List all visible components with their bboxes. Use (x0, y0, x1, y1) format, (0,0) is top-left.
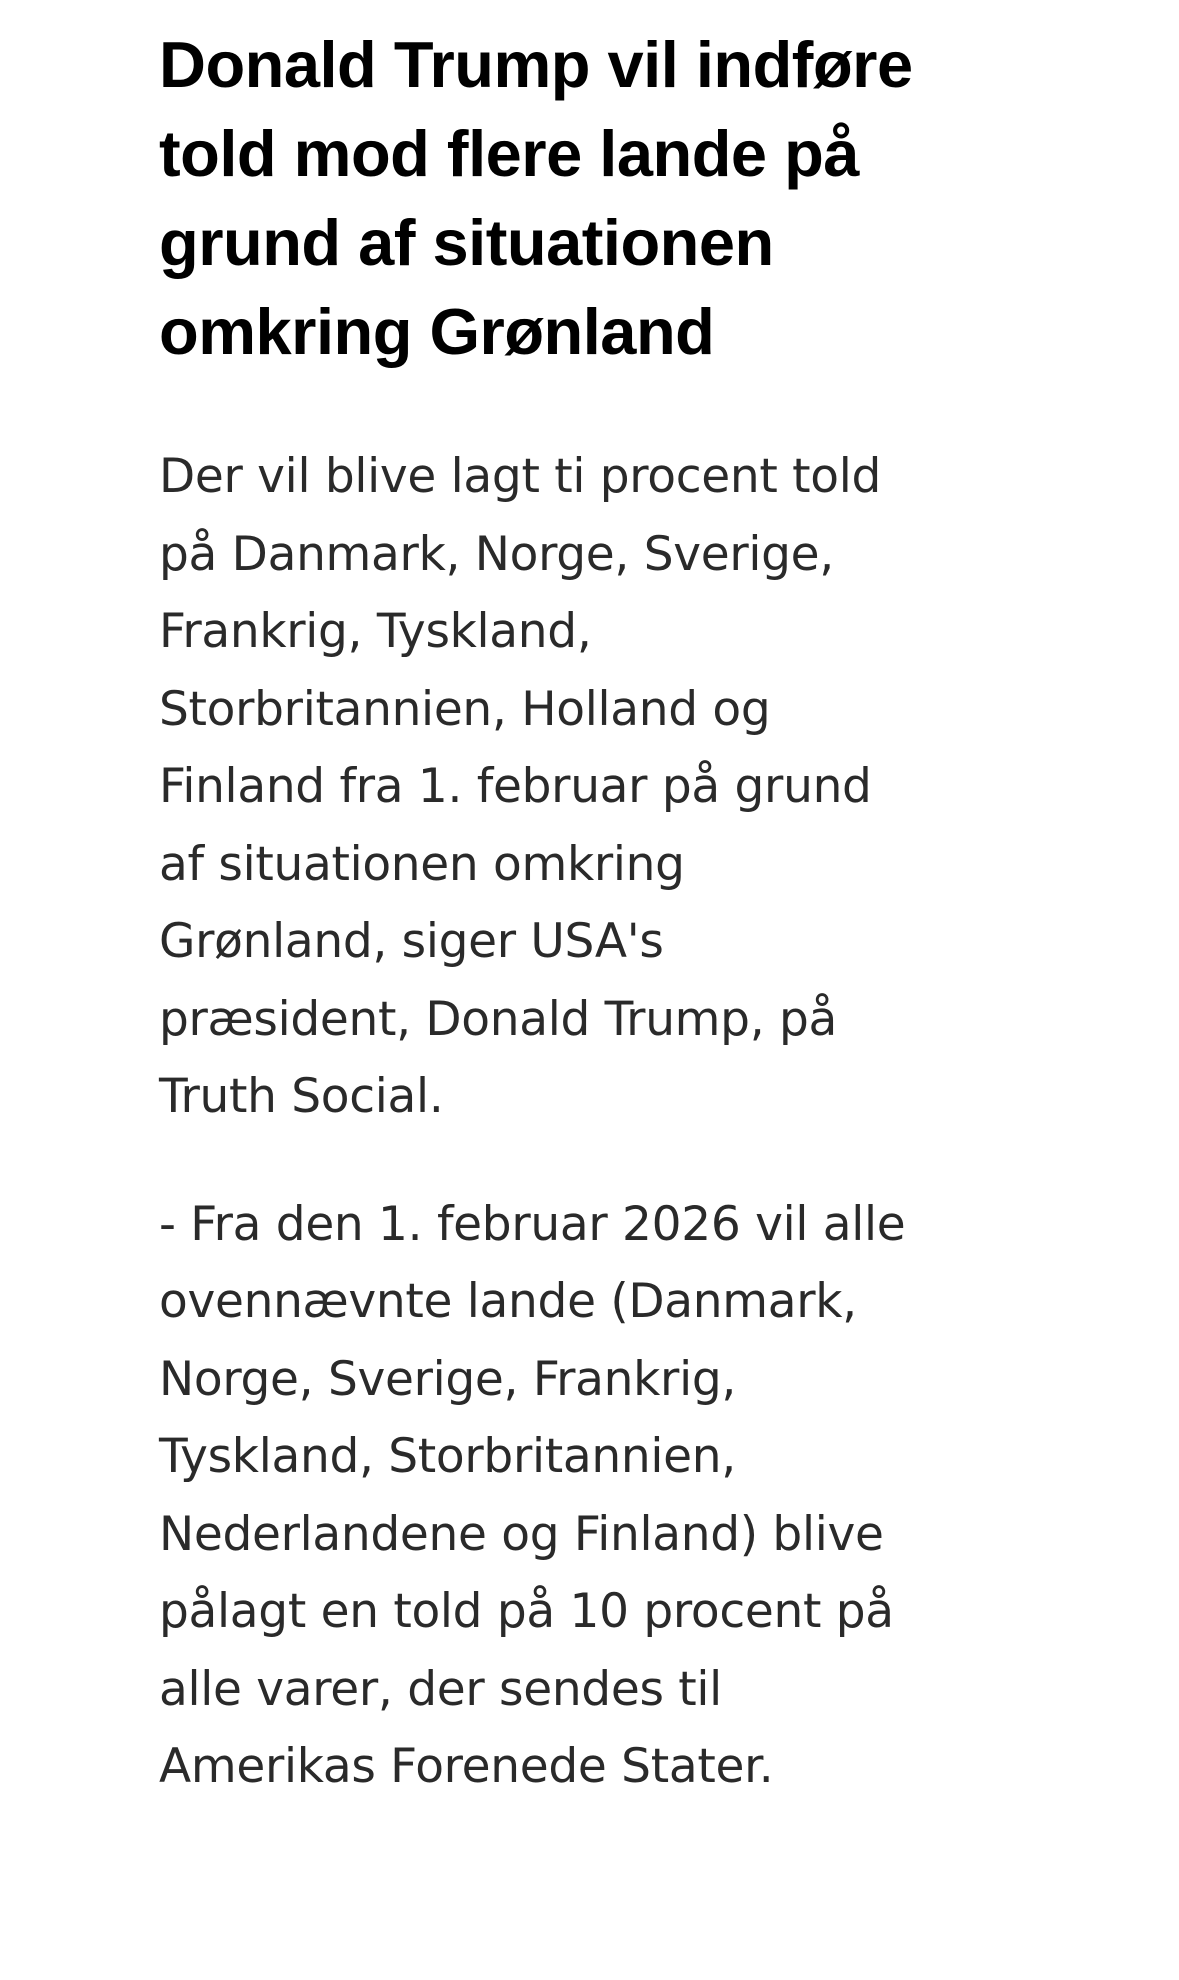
article-headline: Donald Trump vil indføre told mod flere lande på grund af situationen omkring Grønland (159, 28, 913, 368)
article-paragraph-1: Der vil blive lagt ti procent told på Danmark, Norge, Sverige, Frankrig, Tyskland, Storbritannien, Holland og Finland fra 1. februar på grund af situationen omkring Grønland, siger USA's præsident, Donald Trump, på Truth Social. (159, 449, 882, 1124)
article (159, 20, 919, 1806)
article-paragraph-2: - Fra den 1. februar 2026 vil alle ovennævnte lande (Danmark, Norge, Sverige, Frankrig, Tyskland, Storbritannien, Nederlandene og Finland) blive pålagt en told på 10 procent på alle varer, der sendes til Amerikas Forenede Stater. (159, 1196, 906, 1794)
